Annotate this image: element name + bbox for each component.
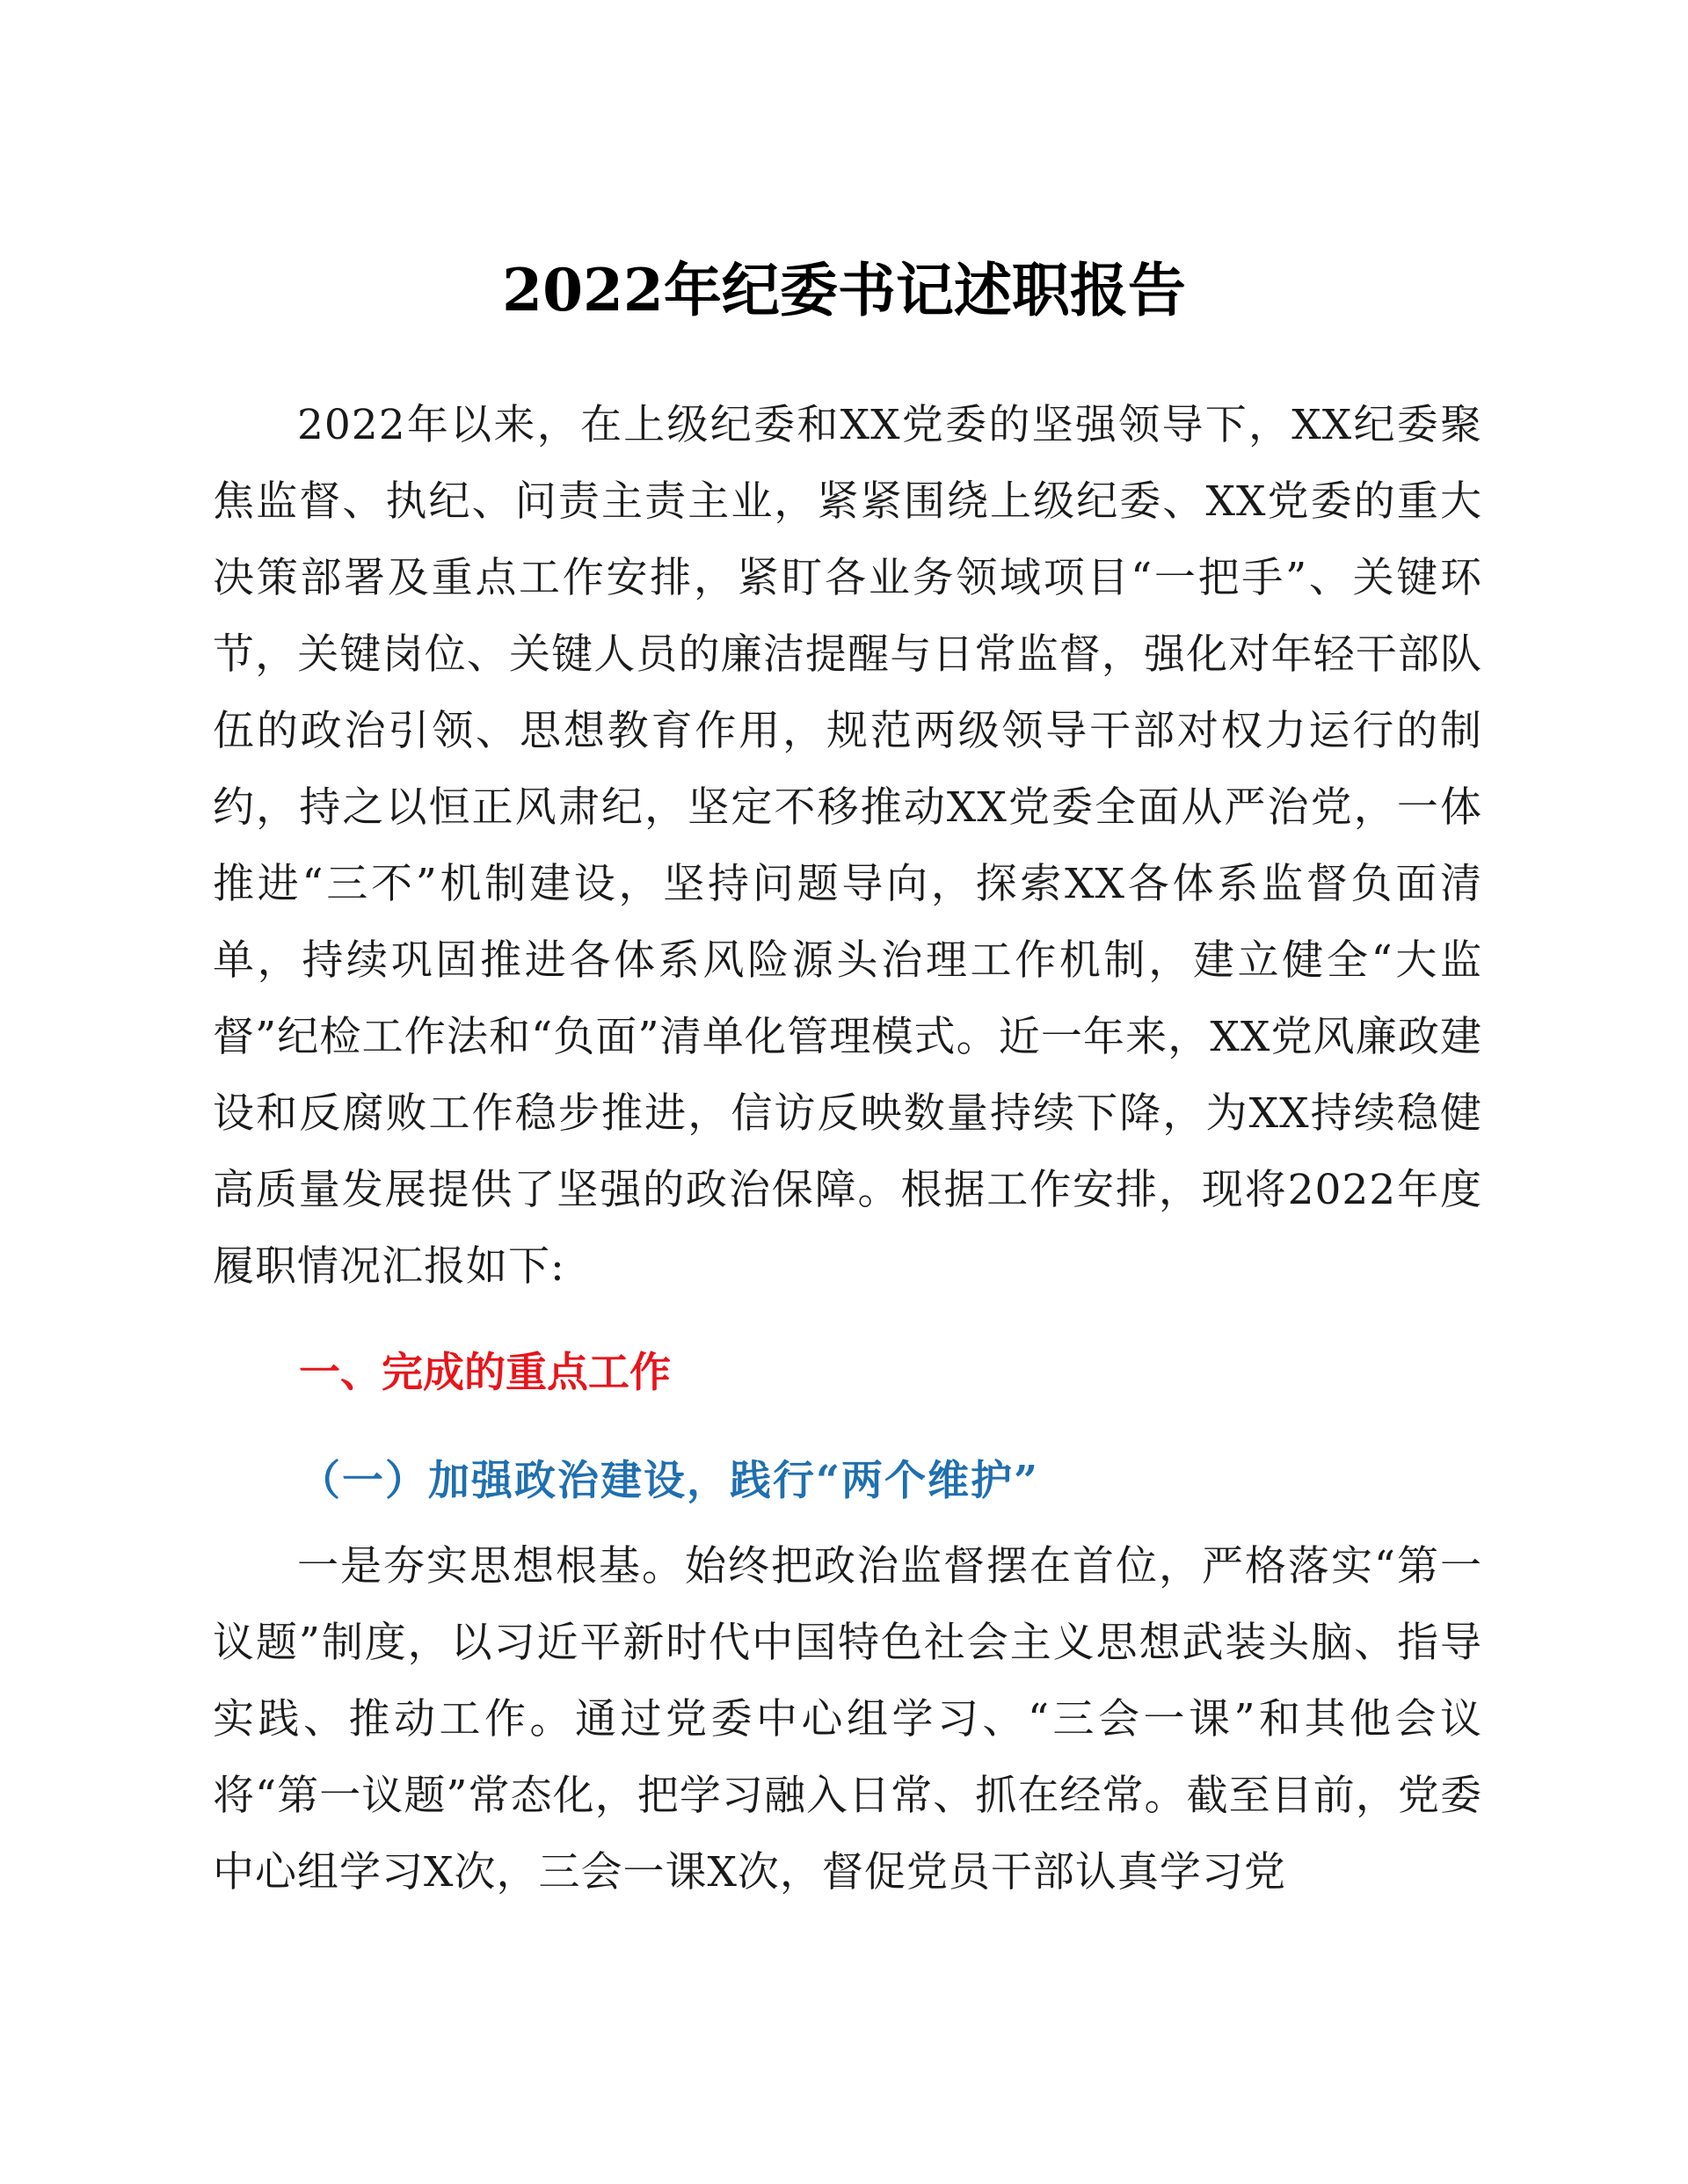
section-heading: 一、完成的重点工作 [299,1349,671,1397]
document-title: 2022年纪委书记述职报告 [502,256,1186,324]
subsection-paragraph: 一是夯实思想根基。始终把政治监督摆在首位，严格落实“第一议题”制度，以习近平新时代中国特色社会主义思想武装头脑、指导实践、推动工作。通过党委中心组学习、“三会一课”和其他会议将“第一议题”常态化，把学习融入日常、抓在经常。截至目前，党委中心组学习X次，三会一课X次，督促党员干部认真学习党 [213,1542,1482,1896]
subsection-heading: （一）加强政治建设，践行“两个维护” [299,1457,1040,1505]
intro-paragraph: 2022年以来，在上级纪委和XX党委的坚强领导下，XX纪委聚焦监督、执纪、问责主责主业，紧紧围绕上级纪委、XX党委的重大决策部署及重点工作安排，紧盯各业务领域项目“一把手”、关键环节，关键岗位、关键人员的廉洁提醒与日常监督，强化对年轻干部队伍的政治引领、思想教育作用，规范两级领导干部对权力运行的制约，持之以恒正风肃纪，坚定不移推动XX党委全面从严治党，一体推进“三不”机制建设，坚持问题导向，探索XX各体系监督负面清单，持续巩固推进各体系风险源头治理工作机制，建立健全“大监督”纪检工作法和“负面”清单化管理模式。近一年来，XX党风廉政建设和反腐败工作稳步推进，信访反映数量持续下降，为XX持续稳健高质量发展提供了坚强的政治保障。根据工作安排，现将2022年度履职情况汇报如下: [213,401,1482,1291]
